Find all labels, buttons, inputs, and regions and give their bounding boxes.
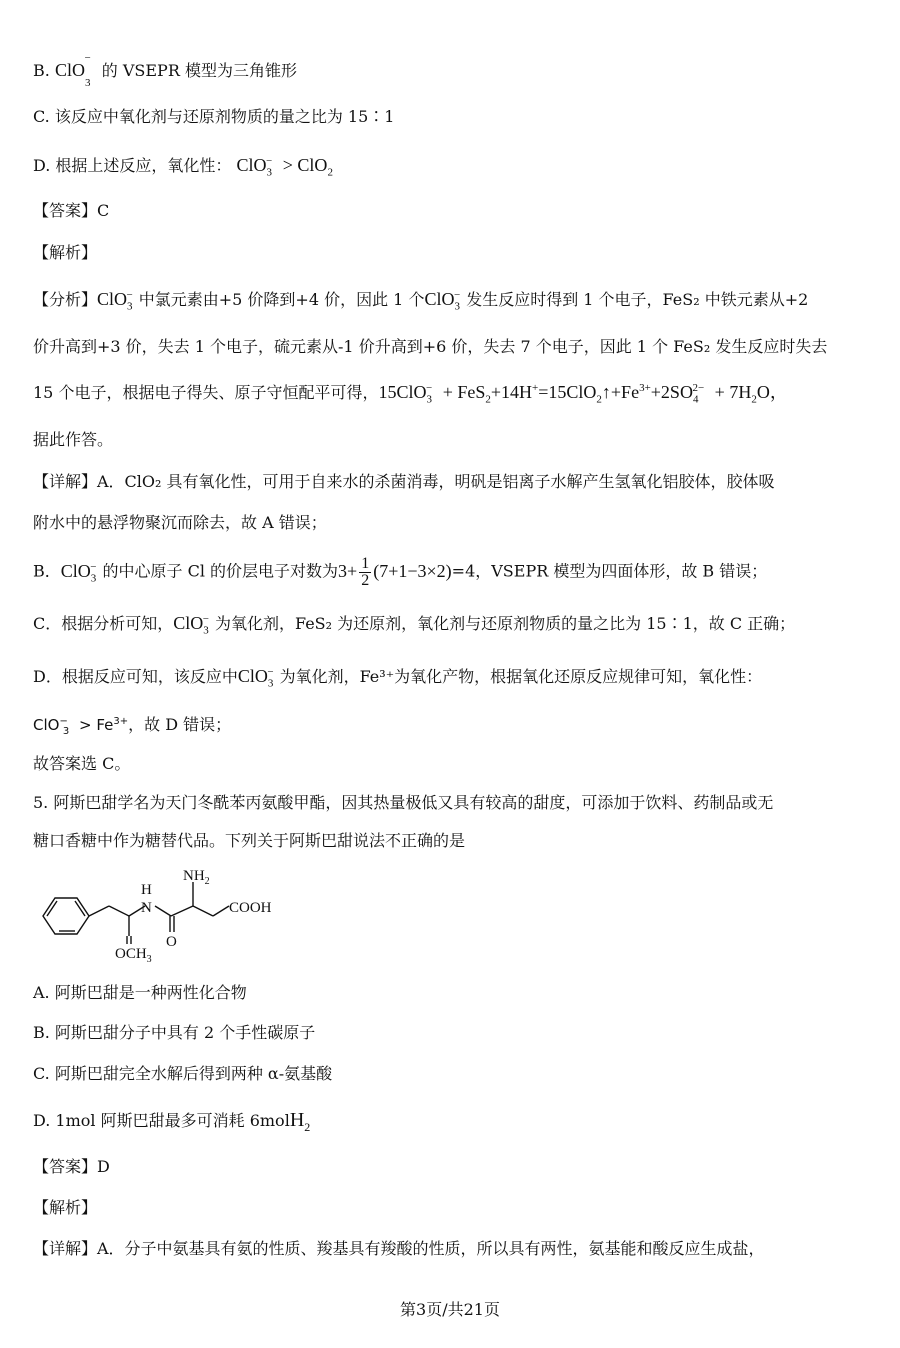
- page-footer: 第3页/共21页: [400, 1300, 500, 1319]
- h-label: H: [141, 882, 152, 898]
- q5-stem-1: 5. 阿斯巴甜学名为天门冬酰苯丙氨酸甲酯，因其热量极低又具有较高的甜度，可添加于饮料、药制品或无: [33, 793, 774, 812]
- o-label: O: [166, 934, 177, 950]
- answer-q4: 【答案】C: [33, 201, 110, 220]
- q5-option-a: A. 阿斯巴甜是一种两性化合物: [33, 983, 247, 1002]
- q5-option-d: D. 1mol 阿斯巴甜最多可消耗 6molH$_2$: [33, 1109, 311, 1134]
- detail-d: D．根据反应可知，该反应中ClO$_3$− 为氧化剂，Fe³⁺为氧化产物，根据氧化还原反应规律可知，氧化性：: [33, 666, 763, 690]
- detail-c: C．根据分析可知，ClO$_3$− 为氧化剂，FeS₂ 为还原剂，氧化剂与还原剂物质的量之比为 15∶1，故 C 正确；: [33, 613, 796, 637]
- fenxi-line-2: 价升高到+3 价，失去 1 个电子，硫元素从-1 价升高到+6 价，失去 7 个电子，因此 1 个 FeS₂ 发生反应时失去: [33, 337, 828, 356]
- analysis-head-q5: 【解析】: [33, 1198, 98, 1217]
- answer-q5: 【答案】D: [33, 1157, 110, 1176]
- conclusion: 故答案选 C。: [33, 754, 131, 773]
- n-label: N: [141, 900, 152, 916]
- q5-option-c: C. 阿斯巴甜完全水解后得到两种 α-氨基酸: [33, 1064, 333, 1083]
- q5-option-b: B. 阿斯巴甜分子中具有 2 个手性碳原子: [33, 1023, 316, 1042]
- nh2-label: $NH_2$: [183, 868, 210, 887]
- fenxi-line-1: 【分析】ClO$_3$− 中氯元素由+5 价降到+4 价，因此 1 个ClO$_3$− 发生反应时得到 1 个电子，FeS₂ 中铁元素从+2: [33, 289, 809, 313]
- analysis-head-q4: 【解析】: [33, 243, 98, 262]
- fenxi-line-3: 15 个电子，根据电子得失、原子守恒配平可得，$15ClO_3^- + FeS_2+14H^+=15ClO_2↑+Fe^{3+}+2SO_4^{2-} + 7H_2O$，: [33, 382, 788, 406]
- option-b: B. ClO$_3$− 的 VSEPR 模型为三角锥形: [33, 52, 297, 89]
- oxidizing-comparison: ClO$_3$− > ClO$_2$: [236, 155, 333, 179]
- electron-pair-formula: 3+ $\frac{1}{2}$ (7+1−3×2): [338, 555, 452, 589]
- q5-stem-2: 糖口香糖中作为糖替代品。下列关于阿斯巴甜说法不正确的是: [33, 831, 466, 850]
- aspartame-structure: [33, 866, 293, 976]
- option-d: D. 根据上述反应，氧化性： ClO$_3$− > ClO$_2$: [33, 155, 333, 179]
- och3-label: $OCH_3$: [115, 946, 152, 965]
- q5-detail-a: 【详解】A．分子中氨基具有氨的性质、羧基具有羧酸的性质，所以具有两性，氨基能和酸反应生成盐，: [33, 1239, 765, 1258]
- detail-d-2: $ClO^-_3 > Fe^{3+}$，故 D 错误；: [33, 715, 232, 737]
- detail-a-2: 附水中的悬浮物聚沉而除去，故 A 错误；: [33, 513, 327, 532]
- option-c: C. 该反应中氧化剂与还原剂物质的量之比为 15∶1: [33, 107, 395, 126]
- chlorate-formula: ClO$_3$−: [54, 52, 91, 89]
- detail-b: B．ClO$_3$− 的中心原子 Cl 的价层电子对数为3+ $\frac{1}{2}$ (7+1−3×2)=4，VSEPR 模型为四面体形，故 B 错误；: [33, 555, 768, 589]
- detail-a-1: 【详解】A．ClO₂ 具有氧化性，可用于自来水的杀菌消毒，明矾是铝离子水解产生氢氧化铝胶体，胶体吸: [33, 472, 775, 491]
- cooh-label: COOH: [229, 900, 272, 916]
- balanced-equation: $15ClO_3^- + FeS_2+14H^+=15ClO_2↑+Fe^{3+}+2SO_4^{2-} + 7H_2O$，: [378, 382, 788, 406]
- fenxi-line-4: 据此作答。: [33, 430, 114, 449]
